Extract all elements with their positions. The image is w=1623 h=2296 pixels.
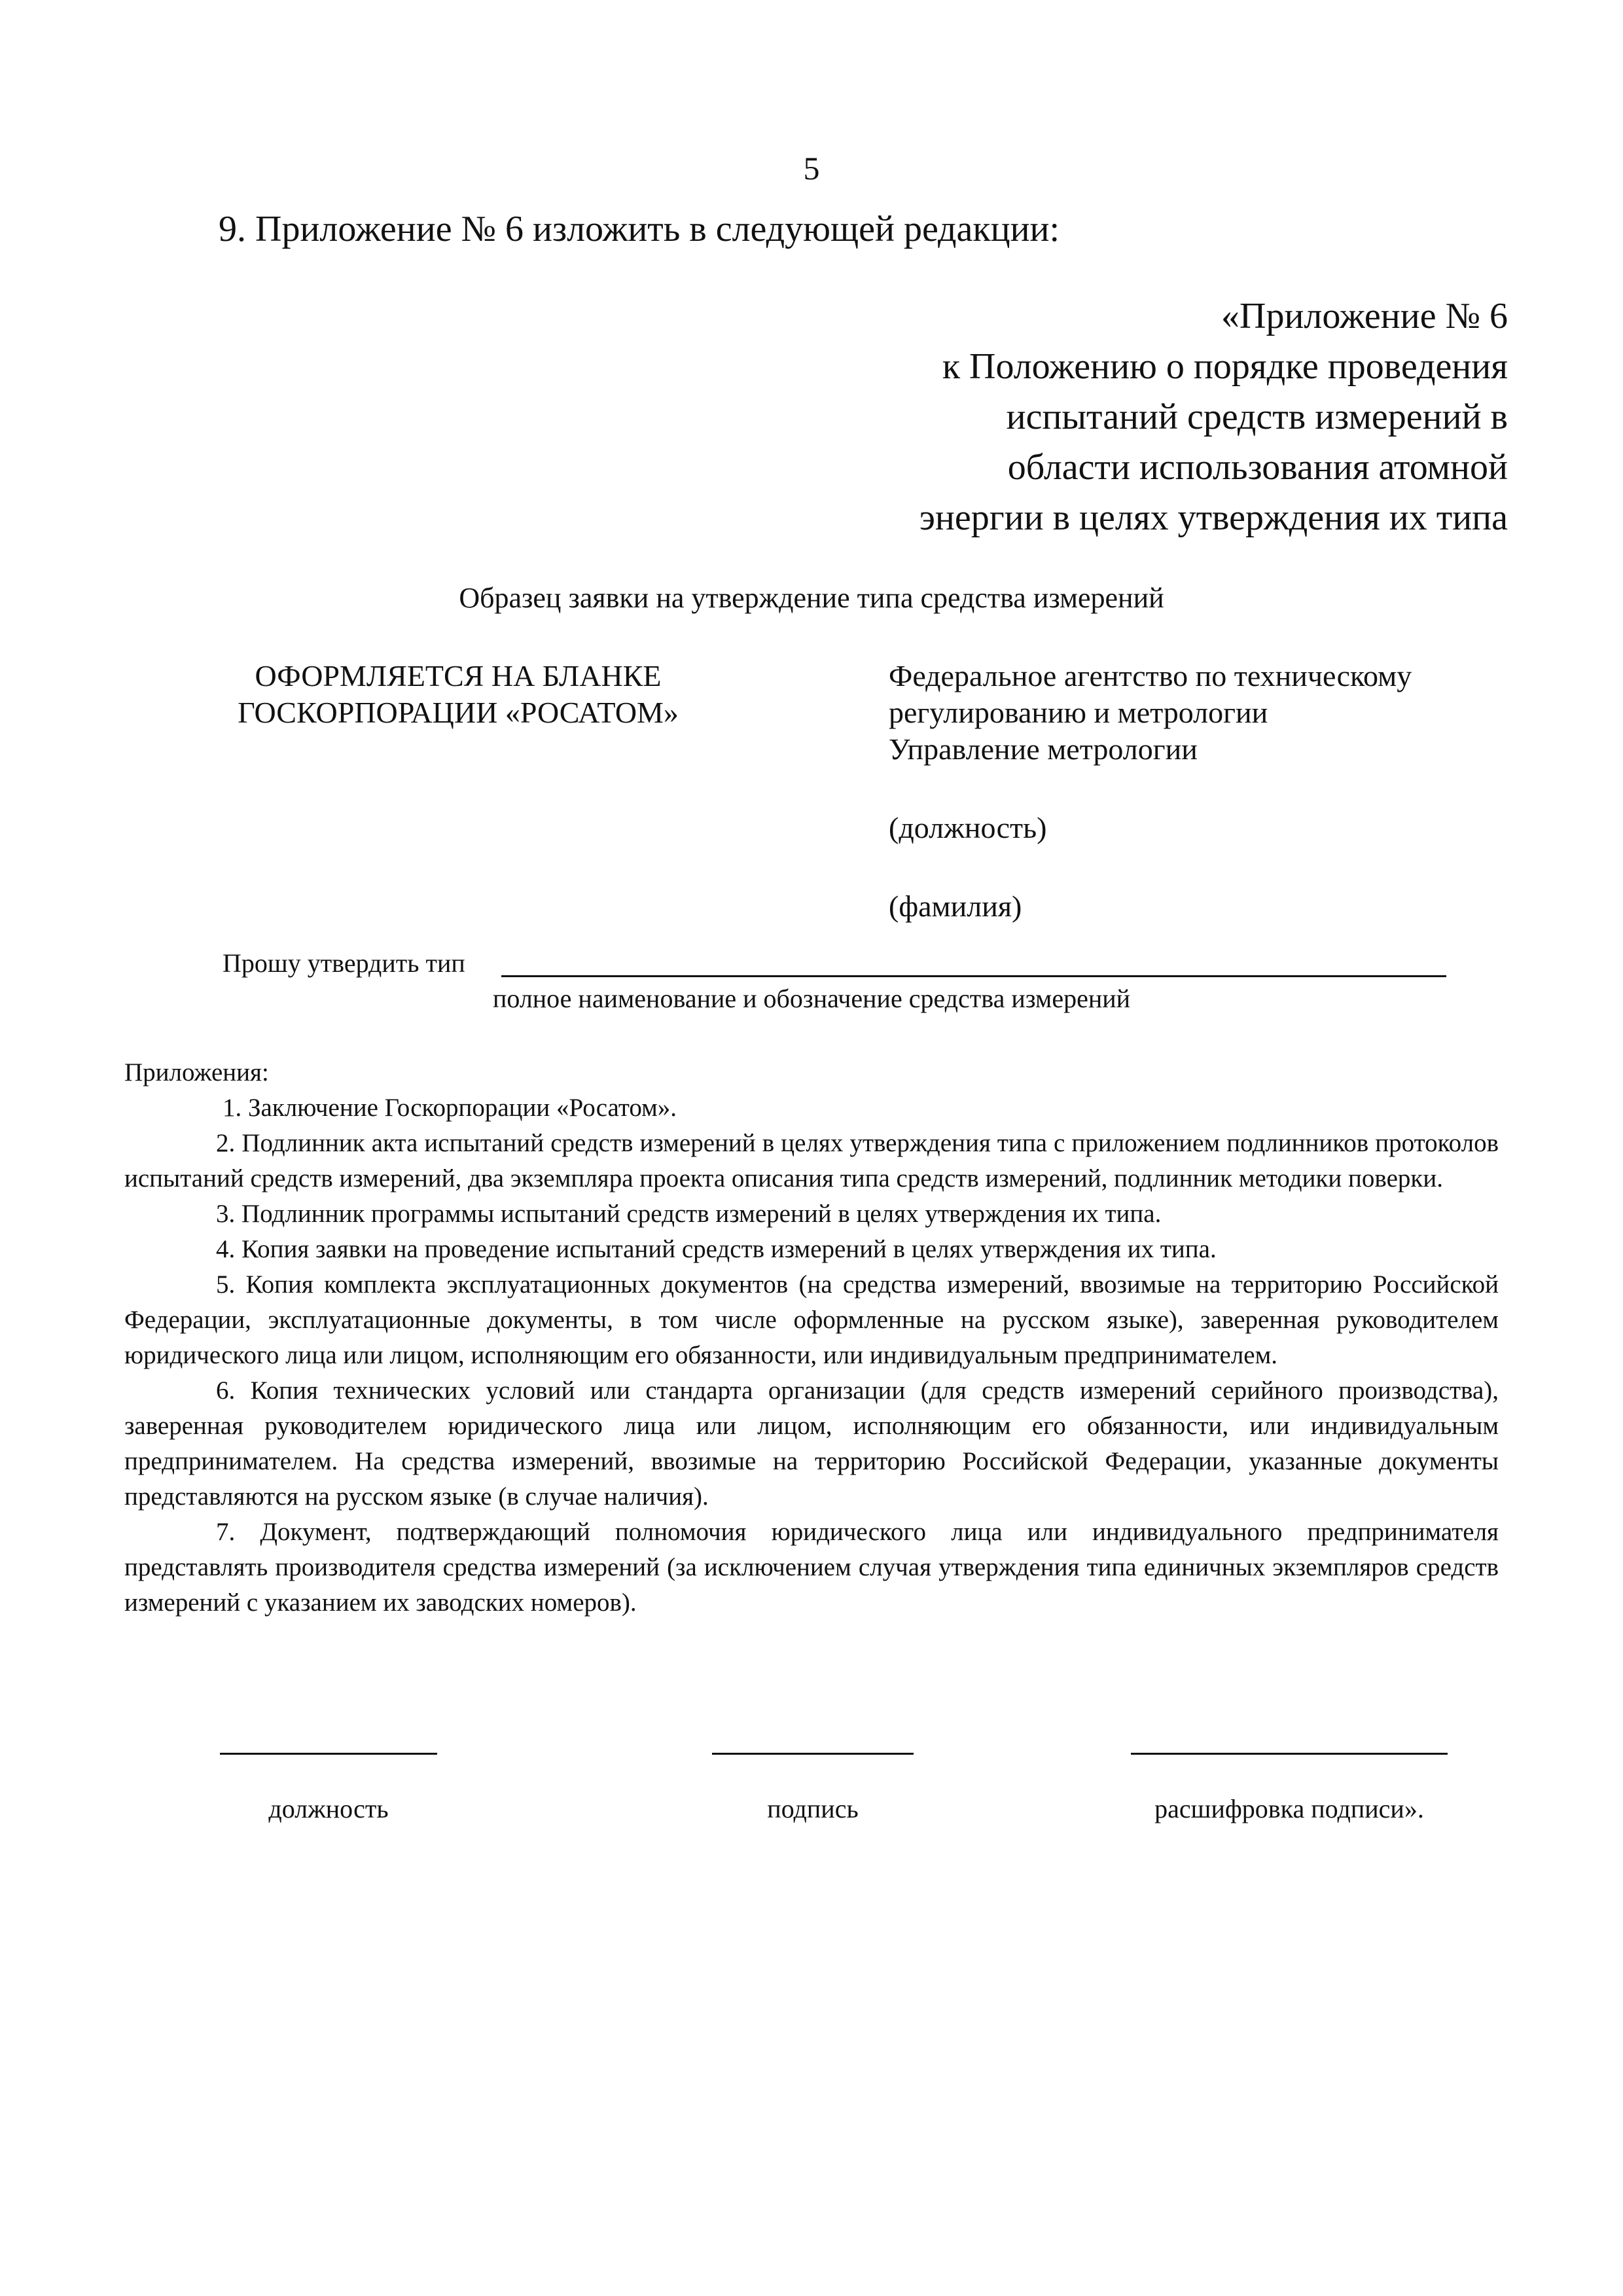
attachment-item: 1. Заключение Госкорпорации «Росатом». [223,1094,677,1122]
page-number: 5 [803,150,820,187]
sample-title: Образец заявки на утверждение типа средства измерений [459,582,1164,614]
addressee [889,658,1412,768]
attachment-item: 4. Копия заявки на проведение испытаний средств измерений в целях утверждения их типа. [216,1235,1217,1263]
appendix-header-line: энергии в целях утверждения их типа [919,497,1508,538]
signature-line-decryption [1131,1753,1448,1755]
request-fill-line [501,975,1446,977]
blank-note-line: ГОСКОРПОРАЦИИ «РОСАТОМ» [238,696,679,729]
addressee-line: Управление метрологии [889,732,1198,766]
blank-note [198,658,719,731]
addressee-surname: (фамилия) [889,889,1022,923]
addressee-line: Федеральное агентство по техническому [889,659,1412,692]
appendix-header-line: области использования атомной [1007,447,1508,488]
appendix-header [919,291,1508,543]
attachment-item: 6. Копия технических условий или стандарта организации (для средств измерений серийного производства), заверенная руководителем юридического лица или лицом, исполняющим его обязанности, или индивидуальным предпринимателем. На средства измерений, ввозимые на территорию Российской Федерации, указанные документы представляются на русском языке (в случае наличия). [124,1376,1499,1511]
signature-caption-position: должность [268,1794,389,1823]
appendix-header-line: «Приложение № 6 [1221,296,1508,336]
addressee-position: (должность) [889,811,1047,844]
attachment-item: 2. Подлинник акта испытаний средств измерений в целях утверждения типа с приложением подлинников протоколов испытаний средств измерений, два экземпляра проекта описания типа средств измерений, подлинник методики поверки. [124,1129,1499,1193]
item-9-heading: 9. Приложение № 6 изложить в следующей редакции: [219,209,1060,249]
signature-caption-decryption: расшифровка подписи». [1154,1794,1424,1823]
signature-caption-signature: подпись [767,1794,859,1823]
request-label: Прошу утвердить тип [223,948,465,978]
signature-line-position [220,1753,437,1755]
appendix-header-line: к Положению о порядке проведения [942,346,1508,387]
appendix-header-line: испытаний средств измерений в [1006,397,1508,437]
addressee-line: регулированию и метрологии [889,696,1268,729]
request-caption: полное наименование и обозначение средства измерений [492,984,1131,1013]
signature-line-signature [712,1753,914,1755]
attachment-item: 5. Копия комплекта эксплуатационных документов (на средства измерений, ввозимые на территорию Российской Федерации, эксплуатационные документы, в том числе оформленные на русском языке), заверенная руководителем юридического лица или лицом, исполняющим его обязанности, или индивидуальным предпринимателем. [124,1270,1499,1369]
attachment-item: 7. Документ, подтверждающий полномочия юридического лица или индивидуального предпринимателя представлять производителя средства измерений (за исключением случая утверждения типа единичных экземпляров средств измерений с указанием их заводских номеров). [124,1518,1499,1617]
attachments-heading: Приложения: [124,1058,269,1086]
attachments [124,1055,1499,1621]
blank-note-line: ОФОРМЛЯЕТСЯ НА БЛАНКЕ [255,659,662,692]
attachment-item: 3. Подлинник программы испытаний средств измерений в целях утверждения их типа. [216,1200,1162,1228]
